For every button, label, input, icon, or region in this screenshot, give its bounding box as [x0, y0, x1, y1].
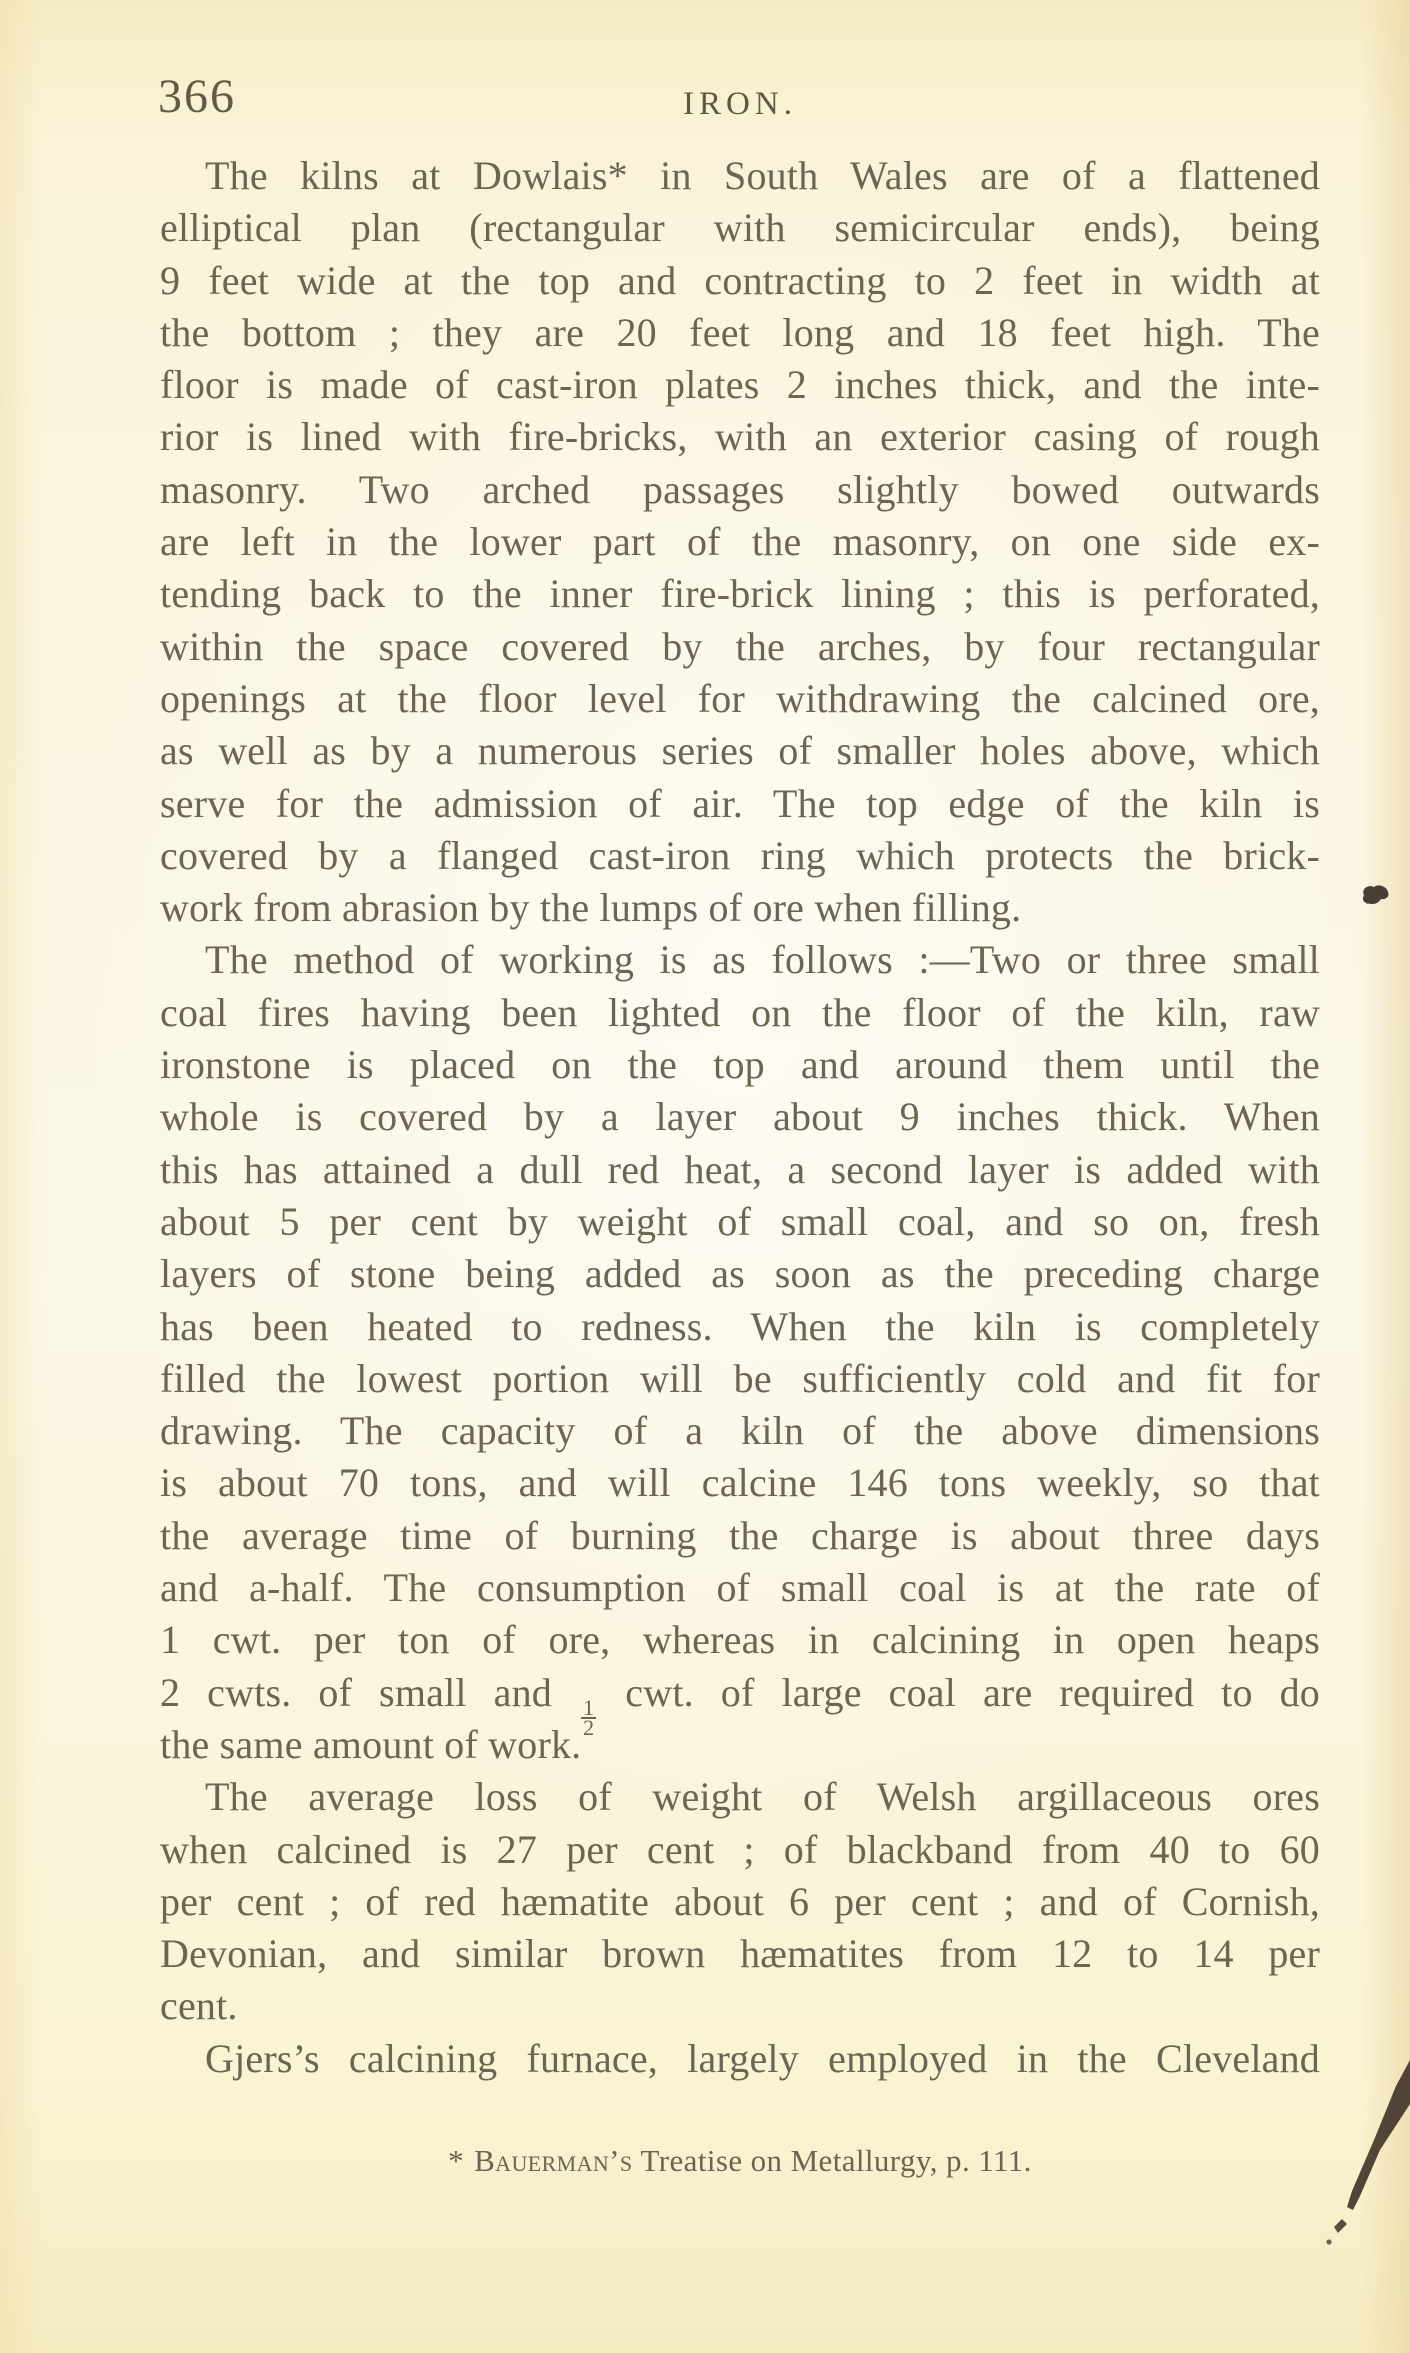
text-line: per cent ; of red hæmatite about 6 per cent ; and of Cornish, — [160, 1878, 1320, 1924]
text-line: tending back to the inner fire-brick lining ; this is perforated, — [160, 571, 1320, 617]
text-line: filled the lowest portion will be sufficiently cold and fit for — [160, 1355, 1320, 1401]
text-line: Gjers’s calcining furnace, largely employed in the Cleveland — [205, 2035, 1320, 2081]
footnote-marker: * — [448, 2143, 465, 2178]
fraction-one-half: $\frac{1}{2}$ — [582, 1695, 595, 1741]
page-number: 366 — [158, 70, 236, 123]
text-line: are left in the lower part of the masonry, on one side ex- — [160, 519, 1320, 565]
text-line: drawing. The capacity of a kiln of the above dimensions — [160, 1408, 1320, 1454]
text-line: about 5 per cent by weight of small coal, and so on, fresh — [160, 1198, 1320, 1244]
text-line: serve for the admission of air. The top edge of the kiln is — [160, 780, 1320, 826]
text-line: coal fires having been lighted on the floor of the kiln, raw — [160, 989, 1320, 1035]
footnote — [160, 2141, 1320, 2181]
text-line: elliptical plan (rectangular with semicircular ends), being — [160, 205, 1320, 251]
text-line: as well as by a numerous series of smaller holes above, which — [160, 728, 1320, 774]
text-line: The kilns at Dowlais* in South Wales are of a flattened — [205, 153, 1320, 198]
text-line: when calcined is 27 per cent ; of blackband from 40 to 60 — [160, 1826, 1320, 1872]
ink-smudge-icon — [1358, 882, 1392, 912]
text-line: has been heated to redness. When the kiln is completely — [160, 1303, 1320, 1349]
text-line: The method of working is as follows :—Two or three small — [205, 937, 1320, 983]
text-line: the same amount of work. — [160, 1721, 582, 1767]
text-line: 2 cwts. of small and $\frac{1}{2}$ cwt. of large coal are required to do — [160, 1669, 1320, 1741]
text-line: within the space covered by the arches, by four rectangular — [160, 623, 1320, 669]
pen-stroke-icon — [1318, 2050, 1410, 2260]
text-line: and a-half. The consumption of small coal is at the rate of — [160, 1565, 1320, 1611]
text-line: whole is covered by a layer about 9 inches thick. When — [160, 1094, 1320, 1140]
text-line: 1 cwt. per ton of ore, whereas in calcining in open heaps — [160, 1617, 1320, 1663]
text-line: Devonian, and similar brown hæmatites from 12 to 14 per — [160, 1931, 1320, 1977]
footnote-author: Bauerman’s — [474, 2143, 633, 2178]
text-line: work from abrasion by the lumps of ore when filling. — [160, 885, 1022, 931]
text-line: rior is lined with fire-bricks, with an exterior casing of rough — [160, 414, 1320, 460]
text-line: floor is made of cast-iron plates 2 inches thick, and the inte- — [160, 362, 1320, 408]
running-head: IRON. — [683, 86, 797, 122]
text-line: the bottom ; they are 20 feet long and 18 feet high. The — [160, 309, 1320, 355]
text-line: The average loss of weight of Welsh argillaceous ores — [205, 1774, 1320, 1820]
text-line: cent. — [160, 1983, 238, 2029]
text-line: this has attained a dull red heat, a second layer is added with — [160, 1146, 1320, 1192]
text-line: 9 feet wide at the top and contracting to 2 feet in width at — [160, 257, 1320, 303]
footnote-text: Treatise on Metallurgy, p. 111. — [640, 2143, 1032, 2178]
text-line: masonry. Two arched passages slightly bowed outwards — [160, 466, 1320, 512]
text-line: is about 70 tons, and will calcine 146 tons weekly, so that — [160, 1460, 1320, 1506]
text-line: the average time of burning the charge is about three days — [160, 1512, 1320, 1558]
text-line: ironstone is placed on the top and around them until the — [160, 1042, 1320, 1088]
text-line: covered by a flanged cast-iron ring which protects the brick- — [160, 832, 1320, 878]
body-text — [160, 150, 1320, 2085]
text-line: layers of stone being added as soon as the preceding charge — [160, 1251, 1320, 1297]
text-line: openings at the floor level for withdrawing the calcined ore, — [160, 675, 1320, 721]
